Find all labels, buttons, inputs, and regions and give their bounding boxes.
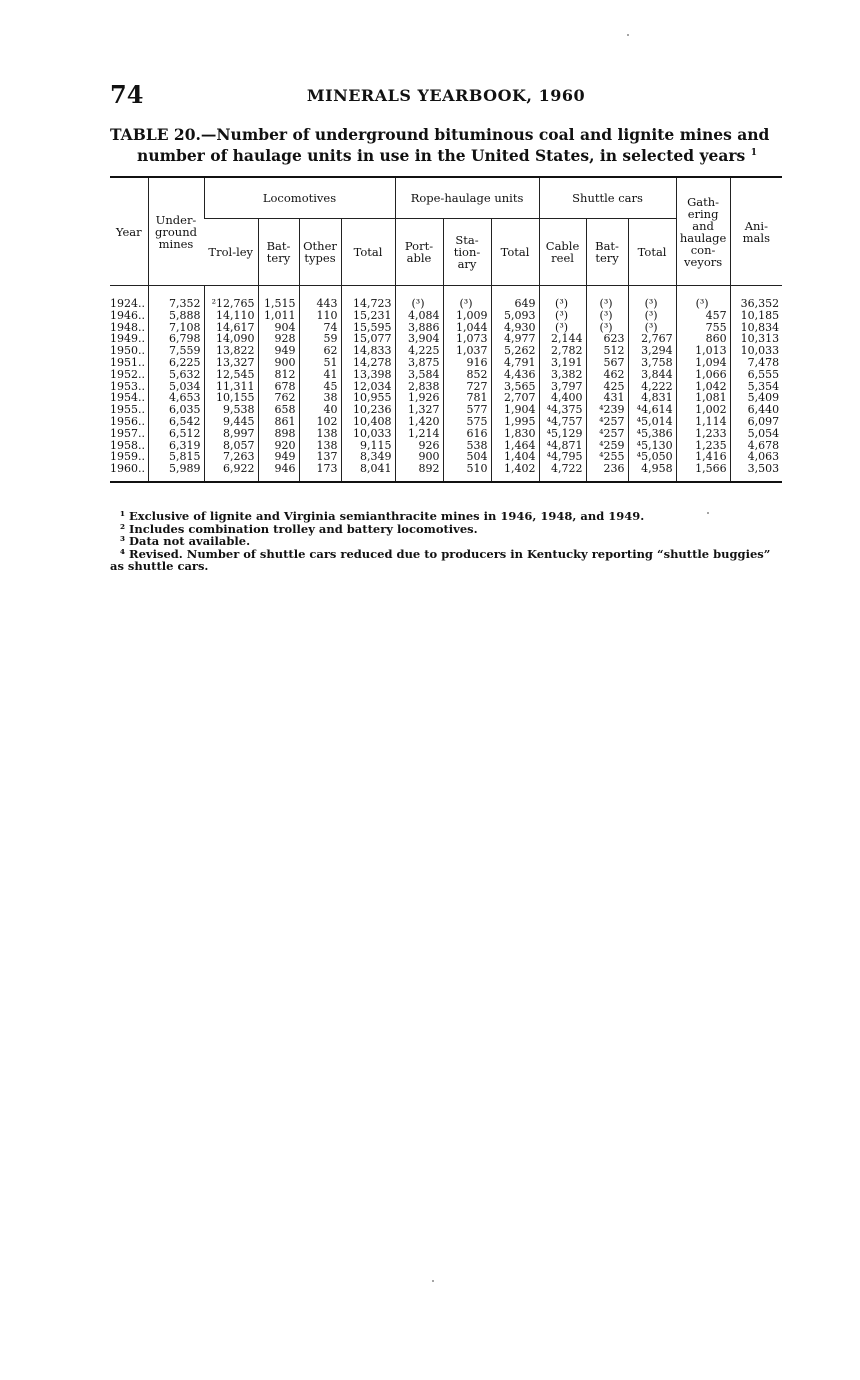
table-row (110, 392, 782, 404)
table-row (110, 322, 782, 334)
table-cell: 51 (299, 357, 341, 369)
table-cell: 900 (258, 357, 299, 369)
table-cell: 3,797 (539, 381, 586, 393)
table-cell: 949 (258, 345, 299, 357)
table-cell: 6,798 (148, 333, 204, 345)
table-cell: ⁴5,050 (628, 451, 676, 463)
table-cell: (³) (676, 298, 730, 310)
table-row (110, 451, 782, 463)
table-cell: 3,382 (539, 369, 586, 381)
table-cell: 678 (258, 381, 299, 393)
table-cell: 4,400 (539, 392, 586, 404)
table-cell: 4,977 (491, 333, 539, 345)
table-cell: (³) (395, 298, 443, 310)
table-cell: 6,097 (730, 416, 782, 428)
table-cell: 4,930 (491, 322, 539, 334)
table-cell: 40 (299, 404, 341, 416)
table-cell: 1,037 (443, 345, 491, 357)
table-cell: 13,822 (204, 345, 258, 357)
table-body (110, 286, 782, 482)
row-year-cell: 1954.. (110, 391, 145, 405)
table-row (110, 381, 782, 393)
table-cell: 4,958 (628, 463, 676, 482)
table-title-line2: number of haulage units in use in the United States, in selected years (137, 146, 746, 166)
table-row (110, 357, 782, 369)
table-cell: 6,440 (730, 404, 782, 416)
footnote-3: ³ Data not available. (120, 534, 251, 548)
table-cell: 926 (395, 440, 443, 452)
col-group-locomotives: Locomotives (204, 177, 395, 219)
table-header (110, 177, 782, 286)
table-cell: 892 (395, 463, 443, 482)
table-cell: 1,013 (676, 345, 730, 357)
haulage-table (110, 176, 782, 483)
table-row (110, 369, 782, 381)
table-cell: 920 (258, 440, 299, 452)
title-footnote-ref: 1 (750, 148, 757, 158)
table-cell: 3,844 (628, 369, 676, 381)
table-cell: 2,767 (628, 333, 676, 345)
table-cell: 4,653 (148, 392, 204, 404)
table-cell: 1,233 (676, 428, 730, 440)
table-row (110, 310, 782, 322)
table-cell: 138 (299, 428, 341, 440)
table-cell: 1,214 (395, 428, 443, 440)
table-cell: (³) (539, 310, 586, 322)
table-cell: 425 (586, 381, 628, 393)
row-year-cell: 1955.. (110, 403, 145, 417)
table-cell: 623 (586, 333, 628, 345)
table-cell: (³) (539, 322, 586, 334)
table-cell: 4,436 (491, 369, 539, 381)
table-cell: 812 (258, 369, 299, 381)
table-cell: 649 (491, 298, 539, 310)
table-title (110, 126, 784, 165)
table-cell: 2,782 (539, 345, 586, 357)
table-cell: 12,545 (204, 369, 258, 381)
table-cell: 7,478 (730, 357, 782, 369)
table-cell: ⁴4,871 (539, 440, 586, 452)
table-cell: 1,042 (676, 381, 730, 393)
table-cell: ⁴5,386 (628, 428, 676, 440)
col-portable: Port-able (395, 219, 443, 286)
table-title-line1: TABLE 20.—Number of underground bituminous coal and lignite mines and (110, 125, 770, 144)
table-cell: 7,263 (204, 451, 258, 463)
table-cell: 1,904 (491, 404, 539, 416)
table-cell: 1,094 (676, 357, 730, 369)
table-cell: 1,235 (676, 440, 730, 452)
table-cell: 949 (258, 451, 299, 463)
table-cell: 3,503 (730, 463, 782, 482)
table-cell: 443 (299, 298, 341, 310)
table-cell: 5,262 (491, 345, 539, 357)
table-cell: 861 (258, 416, 299, 428)
table-cell: ⁴4,757 (539, 416, 586, 428)
table-spacer-row (110, 286, 782, 299)
col-shuttle-battery: Bat-tery (586, 219, 628, 286)
table-cell: 14,723 (341, 298, 395, 310)
table-cell: 781 (443, 392, 491, 404)
table-cell: 13,327 (204, 357, 258, 369)
table-cell: 36,352 (730, 298, 782, 310)
table-cell: 9,445 (204, 416, 258, 428)
col-gathering-conveyors: Gath-ering and haulage con-veyors (676, 177, 730, 286)
table-cell: 6,512 (148, 428, 204, 440)
table-cell: 3,565 (491, 381, 539, 393)
table-cell: 616 (443, 428, 491, 440)
table-cell: (³) (628, 298, 676, 310)
table-cell: 4,063 (730, 451, 782, 463)
table-cell: 38 (299, 392, 341, 404)
table-cell: 904 (258, 322, 299, 334)
table-cell: 5,093 (491, 310, 539, 322)
table-cell: 10,955 (341, 392, 395, 404)
table-cell: 946 (258, 463, 299, 482)
col-group-shuttle-cars: Shuttle cars (539, 177, 676, 219)
page-number: 74 (110, 80, 144, 109)
col-loco-total: Total (341, 219, 395, 286)
table-cell: 10,033 (341, 428, 395, 440)
scan-speck (432, 1280, 434, 1282)
table-cell: 8,057 (204, 440, 258, 452)
table-cell: 5,632 (148, 369, 204, 381)
table-cell: 8,041 (341, 463, 395, 482)
table-cell: 4,722 (539, 463, 586, 482)
table-cell: 14,110 (204, 310, 258, 322)
table-cell: 8,349 (341, 451, 395, 463)
table-cell: 138 (299, 440, 341, 452)
col-trolley: Trol-ley (204, 219, 258, 286)
table-cell: 8,997 (204, 428, 258, 440)
table-cell: 1,416 (676, 451, 730, 463)
table-cell: 1,073 (443, 333, 491, 345)
table-cell: 9,115 (341, 440, 395, 452)
table-cell: 3,758 (628, 357, 676, 369)
table-row (110, 345, 782, 357)
table-row (110, 333, 782, 345)
table-cell: ⁴5,014 (628, 416, 676, 428)
table-cell: 15,231 (341, 310, 395, 322)
table-cell: 10,236 (341, 404, 395, 416)
table-cell: 852 (443, 369, 491, 381)
table-cell: (³) (628, 322, 676, 334)
table-cell: 7,559 (148, 345, 204, 357)
table-cell: 173 (299, 463, 341, 482)
table-cell: 577 (443, 404, 491, 416)
row-year-cell: 1951.. (110, 355, 145, 369)
table-cell: 12,034 (341, 381, 395, 393)
scan-speck (707, 512, 709, 514)
table-cell: 457 (676, 310, 730, 322)
table-cell: 3,875 (395, 357, 443, 369)
table-cell: 5,989 (148, 463, 204, 482)
table-cell: (³) (586, 322, 628, 334)
table-cell: 1,404 (491, 451, 539, 463)
footnotes (110, 510, 784, 573)
scan-speck (627, 34, 629, 36)
table-cell: 1,114 (676, 416, 730, 428)
running-head: MINERALS YEARBOOK, 1960 (306, 86, 586, 105)
table-cell: 3,904 (395, 333, 443, 345)
table-cell: 6,035 (148, 404, 204, 416)
table-cell: 3,191 (539, 357, 586, 369)
table-cell: (³) (628, 310, 676, 322)
row-year-cell: 1960.. (110, 463, 148, 482)
table-cell: 2,144 (539, 333, 586, 345)
table-cell: 45 (299, 381, 341, 393)
table-cell: 7,108 (148, 322, 204, 334)
table-cell: 110 (299, 310, 341, 322)
row-year-cell: 1924.. (110, 297, 145, 310)
table-cell: 5,815 (148, 451, 204, 463)
table-cell: 575 (443, 416, 491, 428)
table-cell: 2,707 (491, 392, 539, 404)
table-cell: 10,185 (730, 310, 782, 322)
table-cell: 102 (299, 416, 341, 428)
row-year-cell: 1950.. (110, 344, 145, 358)
table-row (110, 463, 782, 482)
table-cell: 10,155 (204, 392, 258, 404)
table-cell: 1,066 (676, 369, 730, 381)
table-cell: 5,409 (730, 392, 782, 404)
table-cell: 2,838 (395, 381, 443, 393)
col-year: Year (110, 177, 148, 286)
table-row (110, 416, 782, 428)
table-cell: 1,420 (395, 416, 443, 428)
table-cell: 4,678 (730, 440, 782, 452)
table-cell: 6,542 (148, 416, 204, 428)
row-year-cell: 1948.. (110, 320, 145, 334)
table-cell: 74 (299, 322, 341, 334)
col-shuttle-total: Total (628, 219, 676, 286)
table-cell: 41 (299, 369, 341, 381)
table-cell: 10,834 (730, 322, 782, 334)
table-row (110, 428, 782, 440)
table-cell: 504 (443, 451, 491, 463)
table-cell: 1,926 (395, 392, 443, 404)
col-rope-total: Total (491, 219, 539, 286)
table-cell: 567 (586, 357, 628, 369)
table-cell: 6,555 (730, 369, 782, 381)
table-cell: 13,398 (341, 369, 395, 381)
table-cell: 4,222 (628, 381, 676, 393)
table-cell: 1,044 (443, 322, 491, 334)
col-cable-reel: Cable reel (539, 219, 586, 286)
table-cell: 59 (299, 333, 341, 345)
table-cell: 1,402 (491, 463, 539, 482)
row-year-cell: 1949.. (110, 332, 145, 346)
col-stationary: Sta-tion-ary (443, 219, 491, 286)
table-cell: 5,054 (730, 428, 782, 440)
row-year-cell: 1946.. (110, 308, 145, 322)
table-cell: 1,327 (395, 404, 443, 416)
table-cell: ⁴257 (586, 428, 628, 440)
table-cell: 10,313 (730, 333, 782, 345)
table-cell: 755 (676, 322, 730, 334)
table-cell: 1,515 (258, 298, 299, 310)
table-row (110, 440, 782, 452)
table-cell: 137 (299, 451, 341, 463)
table-cell: 14,278 (341, 357, 395, 369)
table-cell: 1,011 (258, 310, 299, 322)
col-animals: Ani-mals (730, 177, 782, 286)
table-cell: 860 (676, 333, 730, 345)
table-cell: 898 (258, 428, 299, 440)
table-cell: ⁴257 (586, 416, 628, 428)
table-cell: 916 (443, 357, 491, 369)
table-cell: ⁴4,795 (539, 451, 586, 463)
table-cell: 3,584 (395, 369, 443, 381)
table-cell: 14,090 (204, 333, 258, 345)
row-year-cell: 1952.. (110, 367, 145, 381)
table-cell: 1,995 (491, 416, 539, 428)
footnote-2: ² Includes combination trolley and battery locomotives. (120, 521, 478, 536)
table-cell: 5,888 (148, 310, 204, 322)
table-cell: 5,034 (148, 381, 204, 393)
table-cell: 3,886 (395, 322, 443, 334)
table-cell: 658 (258, 404, 299, 416)
table-cell: ⁴259 (586, 440, 628, 452)
table-cell: 512 (586, 345, 628, 357)
table-cell: 15,595 (341, 322, 395, 334)
table-cell: ²12,765 (204, 298, 258, 310)
page-header (110, 80, 782, 110)
table-cell: ⁴255 (586, 451, 628, 463)
table-cell: 928 (258, 333, 299, 345)
table-cell: 900 (395, 451, 443, 463)
table-cell: 14,617 (204, 322, 258, 334)
table-cell: 4,084 (395, 310, 443, 322)
table-cell: 10,408 (341, 416, 395, 428)
table-cell: 431 (586, 392, 628, 404)
row-year-cell: 1958.. (110, 438, 145, 452)
table-cell: 11,311 (204, 381, 258, 393)
table-cell: 727 (443, 381, 491, 393)
table-cell: 4,831 (628, 392, 676, 404)
table-cell: 3,294 (628, 345, 676, 357)
row-year-cell: 1959.. (110, 450, 145, 464)
table-cell: (³) (586, 310, 628, 322)
table-cell: 1,009 (443, 310, 491, 322)
table-cell: 10,033 (730, 345, 782, 357)
table-cell: 4,225 (395, 345, 443, 357)
table-cell: 538 (443, 440, 491, 452)
table-cell: 510 (443, 463, 491, 482)
table-cell: (³) (539, 298, 586, 310)
table-cell: 5,354 (730, 381, 782, 393)
table-cell: 462 (586, 369, 628, 381)
table-cell: 6,922 (204, 463, 258, 482)
table-cell: ⁴5,129 (539, 428, 586, 440)
table-cell: 236 (586, 463, 628, 482)
table-cell: 6,319 (148, 440, 204, 452)
table-cell: (³) (443, 298, 491, 310)
table-cell: 1,002 (676, 404, 730, 416)
col-underground-mines: Under-ground mines (148, 177, 204, 286)
row-year-cell: 1953.. (110, 379, 145, 393)
footnote-1: ¹ Exclusive of lignite and Virginia semianthracite mines in 1946, 1948, and 1949. (120, 509, 645, 523)
row-year-cell: 1957.. (110, 426, 145, 440)
table-row (110, 404, 782, 416)
table-title-line2-wrap (110, 144, 784, 165)
table-cell: 9,538 (204, 404, 258, 416)
table-cell: 7,352 (148, 298, 204, 310)
table-cell: 4,791 (491, 357, 539, 369)
table-cell: ⁴239 (586, 404, 628, 416)
table-cell: 1,566 (676, 463, 730, 482)
footnote-4: ⁴ Revised. Number of shuttle cars reduced due to producers in Kentucky reporting “shuttle buggies” as shuttle cars. (110, 546, 771, 573)
table-cell: ⁴5,130 (628, 440, 676, 452)
table-cell: 1,081 (676, 392, 730, 404)
table-cell: 1,464 (491, 440, 539, 452)
col-group-rope-haulage: Rope-haulage units (395, 177, 539, 219)
table-cell: 6,225 (148, 357, 204, 369)
table-cell: 62 (299, 345, 341, 357)
table-row (110, 298, 782, 310)
table-cell: 15,077 (341, 333, 395, 345)
table-cell: ⁴4,614 (628, 404, 676, 416)
table-cell: (³) (586, 298, 628, 310)
table-cell: 1,830 (491, 428, 539, 440)
table-cell: ⁴4,375 (539, 404, 586, 416)
table-cell: 14,833 (341, 345, 395, 357)
col-loco-battery: Bat-tery (258, 219, 299, 286)
row-year-cell: 1956.. (110, 414, 145, 428)
table-cell: 762 (258, 392, 299, 404)
col-other-types: Other types (299, 219, 341, 286)
